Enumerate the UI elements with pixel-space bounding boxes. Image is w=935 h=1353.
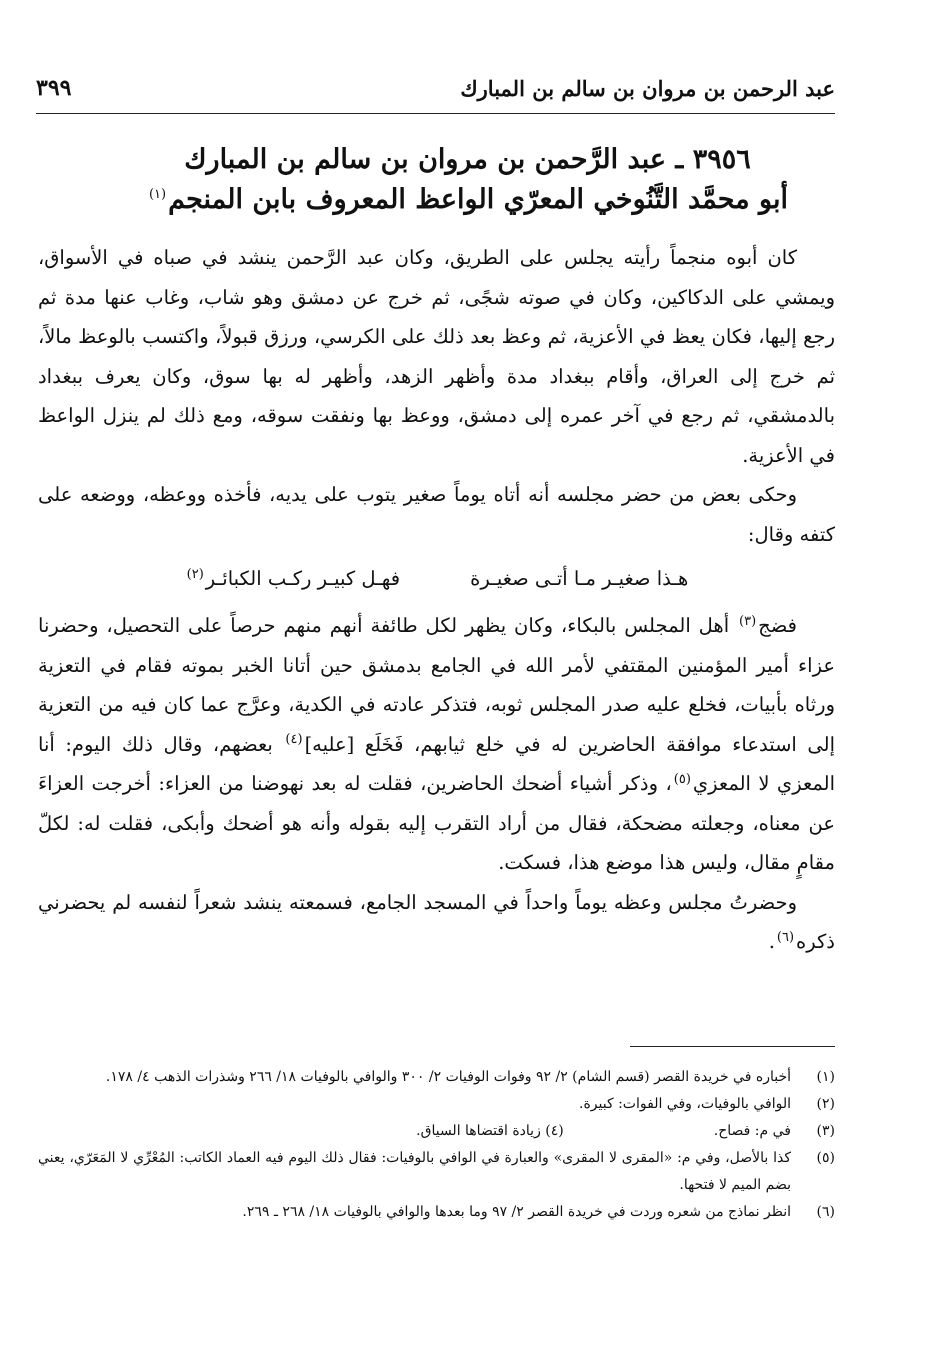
paragraph-1: كان أبوه منجماً رأيته يجلس على الطريق، وكان عبد الرَّحمن ينشد في صباه في الأسواق، ويمشي على الدكاكين، وكان في صوته شجًى، ثم خرج عن دمشق وهو شاب، وغاب عنها مدة ثم رجع إليها، فكان يعظ في الأعزية، ثم وعظ بعد ذلك على الكرسي، ورزق قبولاً، واكتسب بالوعظ مالاً، ثم خرج إلى العراق، وأقام ببغداد مدة وأظهر الزهد، وأظهر له بها سوق، وكان يعرف ببغداد بالدمشقي، ثم رجع في آخر عمره إلى دمشق، ووعظ بها ونفقت سوقه، ومع ذلك لم ينزل الواعظ في الأعزية.	[38, 246, 835, 467]
entry-subtitle: أبو محمَّد التَّنُوخي المعرّي الواعظ المعروف بابن المنجم$^{(١)}$	[148, 184, 789, 215]
footnote-ref-6: (٦)	[776, 929, 795, 945]
running-header	[36, 68, 835, 108]
footnotes	[38, 1064, 835, 1226]
footnote-5: (٥) كذا بالأصل، وفي م: «المقرى لا المقرى» والعبارة في الوافي بالوفيات: فقال ذلك اليوم فيه العماد الكاتب: المُعْرِّي لا المَعَرّي، يعني بضم الميم لا فتحها.	[38, 1150, 835, 1193]
footnote-6: (٦) انظر نماذج من شعره وردت في خريدة القصر ٢/ ٩٧ وما بعدها والوافي بالوفيات ١٨/ ٢٦٨ ـ ٢٦٩.	[242, 1204, 835, 1220]
verse-second-hemistich: فهـل كبيـر ركـب الكبائـر$^{(٢)}$	[186, 566, 401, 590]
footnote-1: (١) أخباره في خريدة القصر (قسم الشام) ٢/ ٩٢ وفوات الوفيات ٢/ ٣٠٠ والوافي بالوفيات ١٨/ ٢٦٦ وشذرات الذهب ٤/ ١٧٨.	[105, 1069, 835, 1085]
verse	[38, 560, 835, 598]
footnote-ref-4: (٤)	[285, 732, 303, 747]
entry-title: ٣٩٥٦ ـ عبد الرَّحمن بن مروان بن سالم بن المبارك	[184, 144, 751, 175]
paragraph-2: وحكى بعض من حضر مجلسه أنه أتاه يوماً صغير يتوب على يديه، فأخذه ووعظه، ووضعه على كتفه وقال:	[38, 483, 835, 546]
verse-first-hemistich: هـذا صغيـر مـا أتـى صغيـرة	[470, 567, 689, 590]
footnote-divider	[630, 1046, 835, 1047]
paragraph-3: فضج$^{(٣)}$ أهل المجلس بالبكاء، وكان يظهر لكل طائفة أنهم منهم حرصاً على التحصيل، وحضرنا عزاء أمير المؤمنين المقتفي لأمر الله في الجامع بدمشق حين أتانا الخبر بموته فقام في التعزية ورثاه بأبيات، فخلع عليه صدر المجلس ثوبه، فتذكر عادته في الكدية، وعرَّج عما كان فيه من التعزية إلى استدعاء موافقة الحاضرين له في خلع ثيابهم، فَخَلَع [عليه]$^{(٤)}$ بعضهم، وقال ذلك اليوم: أنا المعزي لا المعزي$^{(٥)}$، وذكر أشياء أضحك الحاضرين، فقلت له بعد نهوضنا من العزاء: أخرجت العزاءَ عن معناه، وجعلته مضحكة، فقال من أراد التقرب إليه بقوله وأنه هو أضحك وأبكى، فقلت له: لكلّ مقامٍ مقال، وليس هذا موضع هذا، فسكت.	[38, 613, 835, 874]
footnote-ref-3: (٣)	[739, 613, 757, 629]
paragraph-4: وحضرتُ مجلس وعظه يوماً واحداً في المسجد الجامع، فسمعته ينشد شعراً لنفسه لم يحضرني ذكره$^{(٦)}$.	[38, 890, 835, 953]
footnote-4-text: زيادة اقتضاها السياق.	[416, 1123, 541, 1139]
footnote-ref-5: (٥)	[673, 771, 691, 787]
footnote-3-text: في م: فصاح.	[713, 1123, 791, 1139]
footnote-4-num: (٤)	[545, 1123, 564, 1139]
page-number: ٣٩٩	[36, 75, 72, 101]
footnote-ref-2: (٢)	[186, 566, 204, 582]
footnote-3-4: (٣) في م: فصاح.(٤) زيادة اقتضاها السياق.	[416, 1123, 835, 1139]
footnote-ref-1: (١)	[148, 187, 167, 202]
footnote-2: (٢) الوافي بالوفيات، وفي الفوات: كبيرة.	[579, 1096, 835, 1112]
body-text	[38, 238, 835, 962]
header-divider	[36, 113, 835, 114]
entry-heading	[60, 140, 875, 220]
running-title: عبد الرحمن بن مروان بن سالم بن المبارك	[460, 75, 835, 101]
